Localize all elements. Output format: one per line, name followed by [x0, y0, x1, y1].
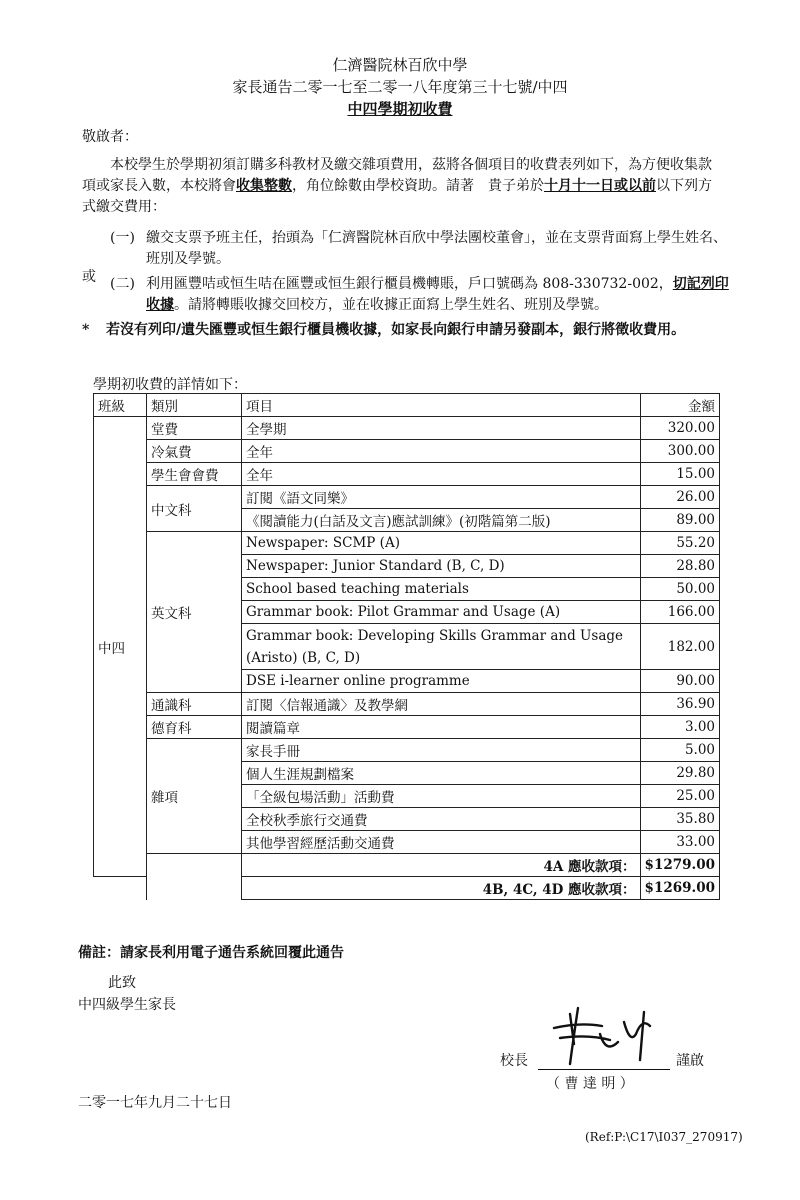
item-cell: 全學期: [242, 417, 641, 440]
amount-cell: 55.20: [640, 532, 719, 555]
class-cell: 中四: [94, 417, 147, 877]
header-category: 類別: [147, 394, 242, 417]
amount-cell: 33.00: [640, 831, 719, 854]
notice-number: 家長通告二零一七至二零一八年度第三十七號/中四: [232, 78, 568, 96]
item-cell: 訂閱《語文同樂》: [242, 486, 641, 509]
table-row: [94, 417, 720, 440]
intro-paragraph: 本校學生於學期初須訂購多科教材及繳交雜項費用，茲將各個項目的收費表列如下，為方便收集款項或家長入數，本校將會收集整數，角位餘數由學校資助。請著 貴子弟於十月十一日或以前以下列方式繳交費用：: [82, 157, 712, 215]
item-cell: Grammar book: Developing Skills Grammar and Usage (Aristo) (B, C, D): [242, 624, 641, 670]
recipient: 中四級學生家長: [78, 997, 176, 1013]
table-row: [94, 486, 720, 509]
total-label: 4B, 4C, 4D 應收款項：: [242, 877, 641, 900]
item-cell: Newspaper: SCMP (A): [242, 532, 641, 555]
header-item: 項目: [242, 394, 641, 417]
table-row: [94, 440, 720, 463]
item-cell: 全校秋季旅行交通費: [242, 808, 641, 831]
item-cell: 《閱讀能力(白話及文言)應試訓練》(初階篇第二版): [242, 509, 641, 532]
total-row-4bcd: [94, 877, 720, 900]
signature-line: [538, 1069, 670, 1070]
sign-off: 謹啟: [676, 1053, 704, 1069]
category-cell: 堂費: [147, 417, 242, 440]
table-header-row: [94, 394, 720, 417]
item-cell: School based teaching materials: [242, 578, 641, 601]
payment-method-1: (一) 繳交支票予班主任，抬頭為「仁濟醫院林百欣中學法團校董會」，並在支票背面寫上學生姓名、班別及學號。: [110, 230, 727, 267]
amount-cell: 166.00: [640, 601, 719, 624]
total-row-4a: [94, 854, 720, 877]
category-cell: 英文科: [147, 532, 242, 693]
header-amount: 金額: [640, 394, 719, 417]
principal-name: （ 曹 達 明 ）: [546, 1076, 634, 1092]
category-cell: 學生會會費: [147, 463, 242, 486]
notice-date: 二零一七年九月二十七日: [78, 1095, 232, 1111]
total-label: 4A 應收款項：: [242, 854, 641, 877]
notice-subject: 中四學期初收費: [347, 100, 453, 118]
amount-cell: 50.00: [640, 578, 719, 601]
amount-cell: 35.80: [640, 808, 719, 831]
amount-cell: 5.00: [640, 739, 719, 762]
school-name: 仁濟醫院林百欣中學: [332, 56, 468, 74]
signature-title: 校長: [500, 1053, 528, 1069]
item-cell: 「全級包場活動」活動費: [242, 785, 641, 808]
amount-cell: 29.80: [640, 762, 719, 785]
item-cell: Newspaper: Junior Standard (B, C, D): [242, 555, 641, 578]
warning-note: * 若沒有列印/遺失匯豐或恒生銀行櫃員機收據，如家長向銀行申請另發副本，銀行將徵收費用。: [82, 322, 686, 338]
item-cell: 訂閱〈信報通識〉及教學網: [242, 693, 641, 716]
amount-cell: 25.00: [640, 785, 719, 808]
item-cell: 全年: [242, 463, 641, 486]
table-row: [94, 693, 720, 716]
amount-cell: 26.00: [640, 486, 719, 509]
header-class: 班級: [94, 394, 147, 417]
item-cell: DSE i-learner online programme: [242, 670, 641, 693]
amount-cell: 90.00: [640, 670, 719, 693]
amount-cell: 182.00: [640, 624, 719, 670]
category-cell: 冷氣費: [147, 440, 242, 463]
signature-mark: [540, 1004, 670, 1068]
fee-table: [93, 393, 720, 900]
category-cell: 中文科: [147, 486, 242, 532]
or-label: 或: [82, 269, 96, 285]
item-cell: 家長手冊: [242, 739, 641, 762]
amount-cell: 89.00: [640, 509, 719, 532]
remark: 備註：請家長利用電子通告系統回覆此通告: [78, 945, 344, 961]
closing-salutation: 此致: [108, 975, 136, 991]
table-row: [94, 716, 720, 739]
reference-code: (Ref:P:\C17\I037_270917): [585, 1130, 743, 1144]
table-row: [94, 739, 720, 762]
payment-method-2: (二) 利用匯豐咭或恒生咭在匯豐或恒生銀行櫃員機轉賬，戶口號碼為 808-330732-002，切記列印收據。請將轉賬收據交回校方，並在收據正面寫上學生姓名、班別及學號。: [110, 276, 729, 313]
amount-cell: 320.00: [640, 417, 719, 440]
category-cell: 雜項: [147, 739, 242, 854]
amount-cell: 36.90: [640, 693, 719, 716]
table-row: [94, 463, 720, 486]
amount-cell: 28.80: [640, 555, 719, 578]
category-cell: 德育科: [147, 716, 242, 739]
item-cell: 閱讀篇章: [242, 716, 641, 739]
amount-cell: 15.00: [640, 463, 719, 486]
item-cell: 個人生涯規劃檔案: [242, 762, 641, 785]
item-cell: Grammar book: Pilot Grammar and Usage (A): [242, 601, 641, 624]
category-cell: 通識科: [147, 693, 242, 716]
item-cell: 其他學習經歷活動交通費: [242, 831, 641, 854]
amount-cell: 300.00: [640, 440, 719, 463]
amount-cell: 3.00: [640, 716, 719, 739]
table-row: [94, 532, 720, 555]
greeting: 敬啟者：: [82, 129, 138, 145]
total-amount: $1269.00: [640, 877, 719, 900]
table-caption: 學期初收費的詳情如下：: [93, 377, 247, 393]
item-cell: 全年: [242, 440, 641, 463]
total-amount: $1279.00: [640, 854, 719, 877]
